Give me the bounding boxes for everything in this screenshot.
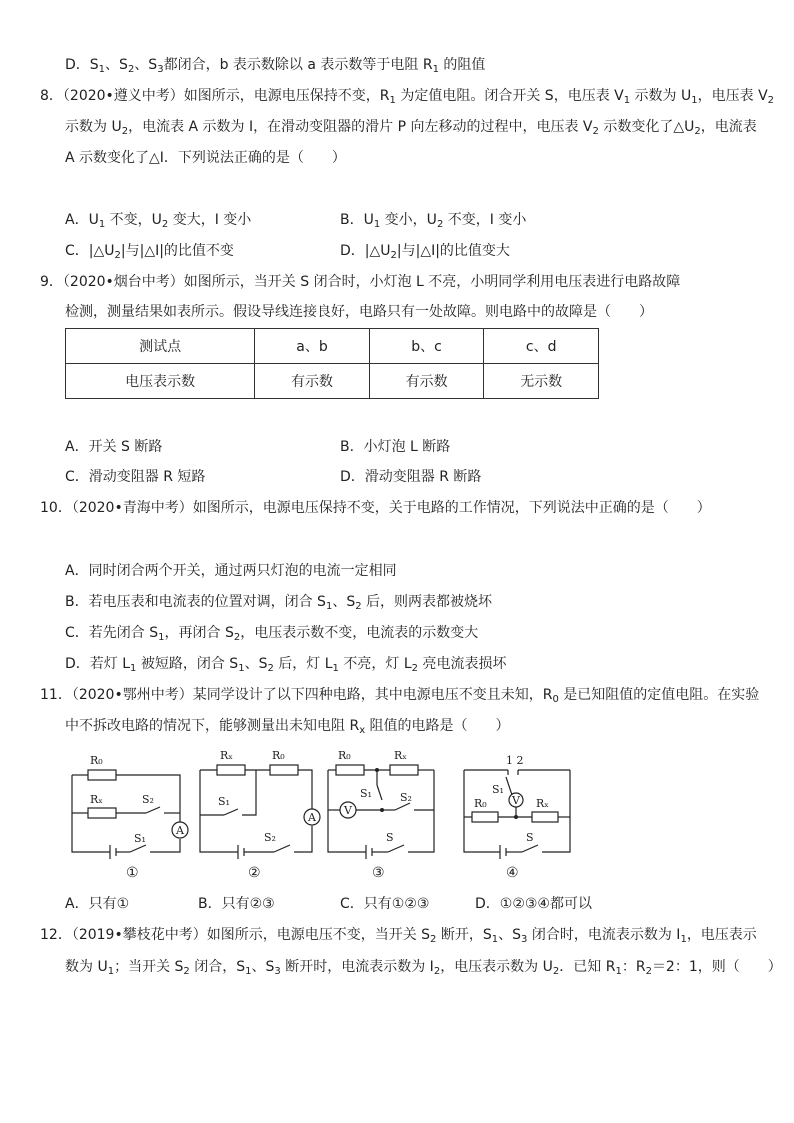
c2-r0-label: R₀ [272,749,285,762]
q8-stem-line3: A 示数变化了△I．下列说法正确的是（ ） [65,150,346,166]
table-cell: 无示数 [484,364,599,399]
c1-r0-label: R₀ [90,754,103,767]
q9-option-b[interactable]: B．小灯泡 L 断路 [340,439,451,455]
q8-option-c[interactable]: C．$|\triangle U_2|$与|△I|的比值不变 [65,243,234,261]
c2-s1-label: S₁ [218,795,230,808]
c4-rx-label: Rₓ [536,797,549,810]
q12-stem-line2: 数为 $U_1$；当开关 $S_2$ 闭合，$S_1$、$S_3$ 断开时，电流表示数为 $I_2$，电压表示数为 $U_2$．已知 $R_1$：$R_2=2$：1，则（ ） [65,959,782,977]
c4-voltmeter-label: V [512,794,520,807]
q11-stem-line2: 中不拆改电路的情况下，能够测量出未知电阻 $R_x$ 阻值的电路是（ ） [65,718,510,736]
q8-stem-line1: 8．（2020•遵义中考）如图所示，电源电压保持不变，$R_1$ 为定值电阻。闭合开关 S，电压表 $V_1$ 示数为 $U_1$，电压表 $V_2$ [40,88,775,106]
table-cell: b、c [369,329,484,364]
q9-test-table [65,328,599,399]
table-cell: 有示数 [369,364,484,399]
circuit-2 [200,765,320,859]
q8-option-a[interactable]: A．$U_1$ 不变，$U_2$ 变大，I 变小 [65,212,252,230]
q10-option-b[interactable]: B．若电压表和电流表的位置对调，闭合 $S_1$、$S_2$ 后，则两表都被烧坏 [65,594,493,612]
q11-option-d[interactable]: D．①②③④都可以 [475,896,592,912]
table-row [66,364,599,399]
q10-option-d[interactable]: D．若灯 $L_1$ 被短路，闭合 $S_1$、$S_2$ 后，灯 $L_1$ 不亮，灯 $L_2$ 亮电流表损坏 [65,656,507,674]
c4-r0-label: R₀ [474,797,487,810]
q11-stem-line1: 11．（2020•鄂州中考）某同学设计了以下四种电路，其中电源电压不变且未知，$R_0$ 是已知阻值的定值电阻。在实验 [40,687,760,705]
c3-s2-label: S₂ [400,791,412,804]
c2-rx-label: Rₓ [220,749,233,762]
c3-s1-label: S₁ [360,787,372,800]
q9-option-c[interactable]: C．滑动变阻器 R 短路 [65,469,206,485]
table-cell: 电压表示数 [66,364,255,399]
c3-voltmeter-label: V [344,804,352,817]
table-cell: 有示数 [255,364,370,399]
table-cell: c、d [484,329,599,364]
q11-option-c[interactable]: C．只有①②③ [340,896,430,912]
q10-option-c[interactable]: C．若先闭合 $S_1$，再闭合 $S_2$，电压表示数不变，电流表的示数变大 [65,625,479,643]
circuit-4 [464,770,570,859]
q12-stem-line1: 12．（2019•攀枝花中考）如图所示，电源电压不变，当开关 $S_2$ 断开，$S_1$、$S_3$ 闭合时，电流表示数为 $I_1$，电压表示 [40,927,757,945]
c4-s-label: S [526,831,534,844]
table-cell: a、b [255,329,370,364]
table-cell: 测试点 [66,329,255,364]
q10-stem: 10．（2020•青海中考）如图所示，电源电压保持不变，关于电路的工作情况，下列说法中正确的是（ ） [40,500,711,516]
c2-s2-label: S₂ [264,831,276,844]
c1-rx-label: Rₓ [90,793,103,806]
c3-rx-label: Rₓ [394,749,407,762]
q10-option-a[interactable]: A．同时闭合两个开关，通过两只灯泡的电流一定相同 [65,563,397,579]
c1-s1-label: S₁ [134,832,146,845]
q9-option-d[interactable]: D．滑动变阻器 R 断路 [340,469,482,485]
c4-switch-positions: 1 2 [506,754,524,767]
q9-stem-line2: 检测，测量结果如表所示。假设导线连接良好，电路只有一处故障。则电路中的故障是（ ） [65,304,653,320]
table-header-row [66,329,599,364]
q7-option-d: D．$S_1$、$S_2$、$S_3$都闭合，b 表示数除以 a 表示数等于电阻 $R_1$ 的阻值 [65,57,486,75]
c1-s2-label: S₂ [142,793,154,806]
c4-s1-label: S₁ [492,783,504,796]
circuit-1 [72,770,188,859]
c2-ammeter-label: A [308,811,316,824]
c2-caption: ② [248,865,261,881]
q8-option-d[interactable]: D．$|\triangle U_2|$与|△I|的比值变大 [340,243,510,261]
c3-s-label: S [386,831,394,844]
c3-r0-label: R₀ [338,749,351,762]
q8-stem-line2: 示数为 $U_2$，电流表 A 示数为 I，在滑动变阻器的滑片 P 向左移动的过程中，电压表 $V_2$ 示数变化了$\triangle U_2$，电流表 [65,119,757,137]
c1-caption: ① [126,865,139,881]
q11-circuit-diagrams [60,745,590,885]
c3-caption: ③ [372,865,385,881]
c1-ammeter-label: A [176,824,184,837]
q11-option-b[interactable]: B．只有②③ [198,896,275,912]
c4-caption: ④ [506,865,519,881]
q11-option-a[interactable]: A．只有① [65,896,130,912]
q9-stem-line1: 9．（2020•烟台中考）如图所示，当开关 S 闭合时，小灯泡 L 不亮，小明同学利用电压表进行电路故障 [40,274,681,290]
q8-option-b[interactable]: B．$U_1$ 变小，$U_2$ 不变，I 变小 [340,212,527,230]
q9-option-a[interactable]: A．开关 S 断路 [65,439,163,455]
